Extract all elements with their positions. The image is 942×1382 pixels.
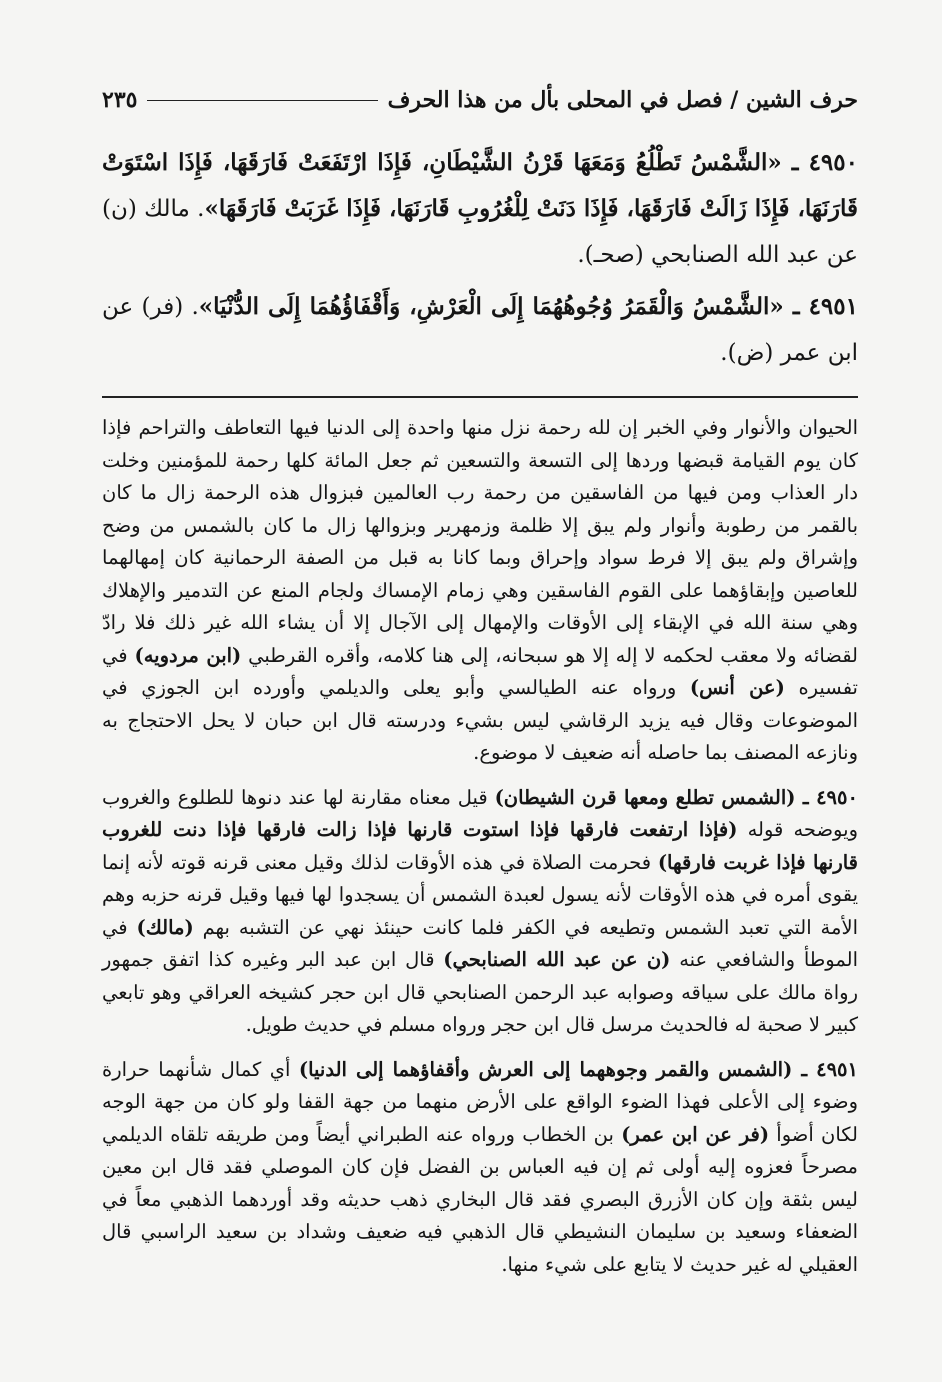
commentary-text: قيل معناه مقارنة لها عند دنوها للطلوع والغروب ويوضحه قوله — [102, 785, 858, 841]
commentary-text: أي كمال شأنهما حرارة وضوء إلى الأعلى فهذا الضوء الواقع على الأرض منهما من جهة القفا ولو كان من جهة الوجه لكان أضوأ — [102, 1057, 858, 1146]
note-number: ٤٩٥٠ — [816, 785, 858, 809]
commentary-note-4950 — [102, 782, 858, 1042]
hadith-number: ٤٩٥٠ — [808, 149, 858, 176]
commentary-text: في تفسيره — [102, 643, 858, 699]
main-hadith-text — [102, 140, 858, 376]
commentary-citation: (ابن مردويه) — [134, 643, 242, 667]
hadith-dash: ـ — [781, 149, 809, 176]
hadith-text: «الشَّمْسُ وَالْقَمَرُ وُجُوهُهُمَا إِلَى الْعَرْشِ، وَأَقْفَاؤُهُمَا إِلَى الدُّنْيَا» — [198, 293, 784, 320]
commentary-text: الحيوان والأنوار وفي الخبر إن لله رحمة نزل منها واحدة إلى الدنيا فيها التعاطف والتراحم فإذا كان يوم القيامة قبضها وردها إلى التسعة والتسعين ثم جعل المائة كلها رحمة للمؤمنين وخلت دار العذاب ومن فيها من الفاسقين من رحمة رب العالمين فبزوال هذه الرحمة زال ما كان بالقمر من رطوبة وأنوار ولم يبق إلا ظلمة وزمهرير وبزوالها زال ما كان بالشمس من وضح وإشراق ولم يبق إلا فرط سواد وإحراق وبما كانا به قبل من الصفة الرحمانية كان إمهالهما للعاصين وإبقاؤهما على القوم الفاسقين وهي زمام الإمساك ولجام المنع عن التدمير والإهلاك وهي سنة الله في الإبقاء إلى الأوقات والإمهال إلى الآجال إلا أن يشاء الله غير ذلك فلا رادّ لقضائه ولا معقب لحكمه لا إله إلا هو سبحانه، إلى هنا كلامه، وأقره القرطبي — [102, 416, 859, 667]
hadith-entry-4951 — [102, 284, 858, 376]
hadith-source: . مالك (ن) عن عبد الله الصنابحي (صحـ). — [102, 196, 858, 268]
commentary-text: بن الخطاب ورواه عنه الطبراني أيضاً ومن طريقه تلقاه الديلمي مصرحاً فعزوه إليه أولى ثم إن فيه العباس بن الفضل فإن كان الموصلي فقد قال ابن معين ليس بثقة وإن كان الأزرق البصري فقد قال البخاري ذهب حديثه وقد أوردهما الذهبي معاً في الضعفاء وسعيد بن سليمان النشيطي قال الذهبي فيه ضعيف وشداد بن سعيد الراسبي قال العقيلي له غير حديث لا يتابع على شيء منها. — [102, 1122, 858, 1276]
note-dash: ـ — [795, 785, 817, 809]
commentary-citation: (مالك) — [136, 915, 194, 939]
hadith-text: «الشَّمْسُ تَطْلُعُ وَمَعَهَا قَرْنُ الشَّيْطَانِ، فَإِذَا ارْتَفَعَتْ فَارَقَهَا، فَإِذَا اسْتَوَتْ قَارَنَهَا، فَإِذَا زَالَتْ فَارَقَهَا، فَإِذَا دَنَتْ لِلْغُرُوبِ قَارَنَهَا، فَإِذَا غَرَبَتْ فَارَقَهَا» — [102, 149, 858, 222]
commentary-quote: (الشمس تطلع ومعها قرن الشيطان) — [494, 785, 796, 809]
commentary-citation: (عن أنس) — [689, 676, 785, 699]
hadith-number: ٤٩٥١ — [808, 293, 858, 320]
hadith-dash: ـ — [783, 293, 809, 320]
commentary-citation: (فر عن ابن عمر) — [621, 1122, 770, 1146]
hadith-entry-4950 — [102, 140, 858, 278]
running-title: حرف الشين / فصل في المحلى بأل من هذا الحرف — [387, 87, 858, 113]
page-header — [102, 80, 858, 120]
note-dash: ـ — [792, 1057, 817, 1081]
commentary-quote: (الشمس والقمر وجوههما إلى العرش وأقفاؤهما إلى الدنيا) — [298, 1057, 793, 1081]
hadith-source: . (فر) عن ابن عمر (ض). — [102, 294, 858, 366]
commentary-quote: (فإذا ارتفعت فارقها فإذا استوت قارنها فإذا زالت فارقها فإذا دنت للغروب قارنها فإذا غربت فارقها) — [102, 818, 858, 874]
commentary-citation: (ن عن عبد الله الصنابحي) — [443, 948, 671, 971]
section-separator — [102, 396, 858, 398]
commentary-text: فحرمت الصلاة في هذه الأوقات لذلك وقيل معنى قرنه قوته لأنه إنما يقوى أمره في هذه الأوقات لأنه يسول لعبدة الشمس أن يسجدوا لها فيها وقيل قرنه حزبه وهم الأمة التي تعبد الشمس وتطيعه في الكفر فلما كانت حينئذ نهي عن التشبه بهم — [102, 850, 858, 939]
note-number: ٤٩٥١ — [816, 1057, 859, 1081]
page-number: ٢٣٥ — [102, 87, 138, 113]
commentary-intro-paragraph — [102, 412, 858, 770]
header-rule — [147, 100, 377, 101]
commentary-text: في الموطأ والشافعي عنه — [102, 915, 858, 971]
commentary-text: ورواه عنه الطيالسي وأبو يعلى والديلمي وأورده ابن الجوزي في الموضوعات وقال فيه يزيد الرقاشي ليس بشيء ودرسته قال ابن حبان لا يحل الاحتجاج به ونازعه المصنف بما حاصله أنه ضعيف لا موضوع. — [102, 676, 858, 764]
commentary-note-4951 — [102, 1054, 858, 1282]
commentary-text: قال ابن عبد البر وغيره كذا اتفق جمهور رواة مالك على سياقه وصوابه عبد الرحمن الصنابحي قال ابن حجر كشيخه العراقي وهو تابعي كبير لا صحبة له فالحديث مرسل قال ابن حجر ورواه مسلم في حديث طويل. — [102, 948, 858, 1036]
commentary — [102, 412, 858, 1281]
